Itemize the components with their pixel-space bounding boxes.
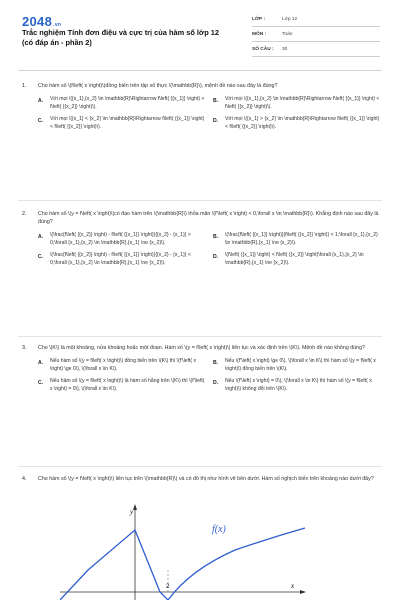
meta-row-count [252, 42, 380, 57]
question-text: Cho hàm số \(f\left( x \right)\)đồng biến trên tập số thực \(\mathbb{R}\), mệnh đề nào sau đây là đúng? [38, 83, 278, 89]
meta-value: 30 [282, 46, 288, 52]
question-number: 3. [22, 345, 27, 351]
option-c[interactable]: C. Nếu hàm số \(y = f\left( x \right)\) là hàm số hằng trên \(K\) thì \(f'\left( x \right) = 0\), \(\forall x \in K\). [38, 378, 205, 392]
question-number: 2. [22, 211, 27, 217]
x-axis-label: x [291, 582, 295, 590]
meta-row-class [252, 12, 380, 27]
question-divider [18, 200, 382, 201]
site-logo[interactable]: 2048.vn [22, 14, 62, 29]
option-d[interactable]: D. \(f\left( {{x_1}} \right) < f\left( {{x_2}} \right)\forall {x_1},{x_2} \in \mathbb{R},{x_1} \ne {x_2}\). [213, 252, 364, 266]
curve-label: f(x) [212, 524, 226, 535]
option-d[interactable]: D. Nếu \(f'\left( x \right) = 0\), \(\forall x \in K\) thì hàm số \(y = f\left( x \right)\) không đổi trên \(K\). [213, 378, 372, 392]
option-b[interactable]: B. Nếu \(f'\left( x \right) \ge 0\), \(\forall x \in K\) thì hàm số \(y = f\left( x \right)\) đồng biến trên \(K\). [213, 358, 376, 372]
question-divider [18, 336, 382, 337]
question-text: Cho hàm số \(y = f\left( x \right)\)có đạo hàm trên \(\mathbb{R}\) thỏa mãn \(f'\left( x \right) < 0,\forall x \in \mathbb{R}\). Khẳng định nào sau đây là đúng? [38, 211, 379, 225]
question-3 [22, 344, 382, 393]
option-c[interactable]: C. Với mọi \({x_1} < {x_2} \in \mathbb{R}\Rightarrow f\left( {{x_1}} \right) < f\left( {{x_2}} \right)\). [38, 116, 205, 130]
question-number: 1. [22, 83, 27, 89]
meta-value: Toán [282, 31, 293, 37]
y-axis-label: y [130, 508, 134, 516]
y-axis-arrow [133, 504, 137, 510]
question-text: Cho \(K\) là một khoảng, nửa khoảng hoặc một đoạn. Hàm số \(y = f\left( x \right)\) liên tục và xác định trên \(K\). Mệnh đề nào không đúng? [38, 345, 365, 351]
function-curve [60, 528, 305, 600]
option-a[interactable]: A. Nếu hàm số \(y = f\left( x \right)\) đồng biến trên \(K\) thì \(f'\left( x \right) \ge 0\), \(\forall x \in K\). [38, 358, 197, 372]
question-1 [22, 82, 382, 131]
x-axis-arrow [300, 590, 306, 594]
question-divider [18, 466, 382, 467]
meta-key: MÔN : [252, 31, 267, 37]
meta-value: Lớp 12 [282, 16, 298, 22]
question-4 [22, 475, 382, 483]
option-a[interactable]: A. Với mọi \({x_1},{x_2} \in \mathbb{R}\Rightarrow f\left( {{x_1}} \right) > f\left( {{x_2}} \right)\). [38, 96, 205, 110]
function-graph [60, 500, 310, 600]
option-a[interactable]: A. \(\frac{f\left( {{x_2}} \right) - f\left( {{x_1}} \right)}{{x_2} - {x_1}} > 0;\forall {x_1},{x_2} \in \mathbb{R},{x_1} \ne {x_2}\). [38, 232, 191, 246]
question-number: 4. [22, 476, 27, 482]
option-d[interactable]: D. Với mọi \({x_1} > {x_2} \in \mathbb{R}\Rightarrow f\left( {{x_1}} \right) < f\left( {{x_2}} \right)\). [213, 116, 380, 130]
option-b[interactable]: B. \(\frac{f\left( {{x_1}} \right)}{f\left( {{x_2}} \right)} < 1;\forall {x_1},{x_2} \in \mathbb{R},{x_1} \ne {x_2}\). [213, 232, 378, 246]
question-2 [22, 210, 382, 267]
page-title: Trắc nghiệm Tính đơn điệu và cực trị của hàm số lớp 12 (có đáp án - phần 2) [22, 28, 219, 47]
meta-info [252, 12, 380, 57]
meta-key: LỚP : [252, 16, 266, 22]
header-divider [18, 70, 382, 71]
meta-row-subject [252, 27, 380, 42]
meta-key: SỐ CÂU : [252, 46, 274, 52]
tick-label: 2 [166, 584, 170, 590]
option-b[interactable]: B. Với mọi \({x_1},{x_2} \in \mathbb{R}\Rightarrow f\left( {{x_1}} \right) < f\left( {{x_2}} \right)\). [213, 96, 380, 110]
option-c[interactable]: C. \(\frac{f\left( {{x_2}} \right) - f\left( {{x_1}} \right)}{{x_2} - {x_1}} < 0;\forall {x_1},{x_2} \in \mathbb{R},{x_1} \ne {x_2}\). [38, 252, 191, 266]
question-text: Cho hàm số \(y = f\left( x \right)\) liên tục trên \(\mathbb{R}\) và có đồ thị như hình vẽ bên dưới. Hàm số nghịch biến trên khoảng nào dưới đây? [38, 476, 374, 482]
